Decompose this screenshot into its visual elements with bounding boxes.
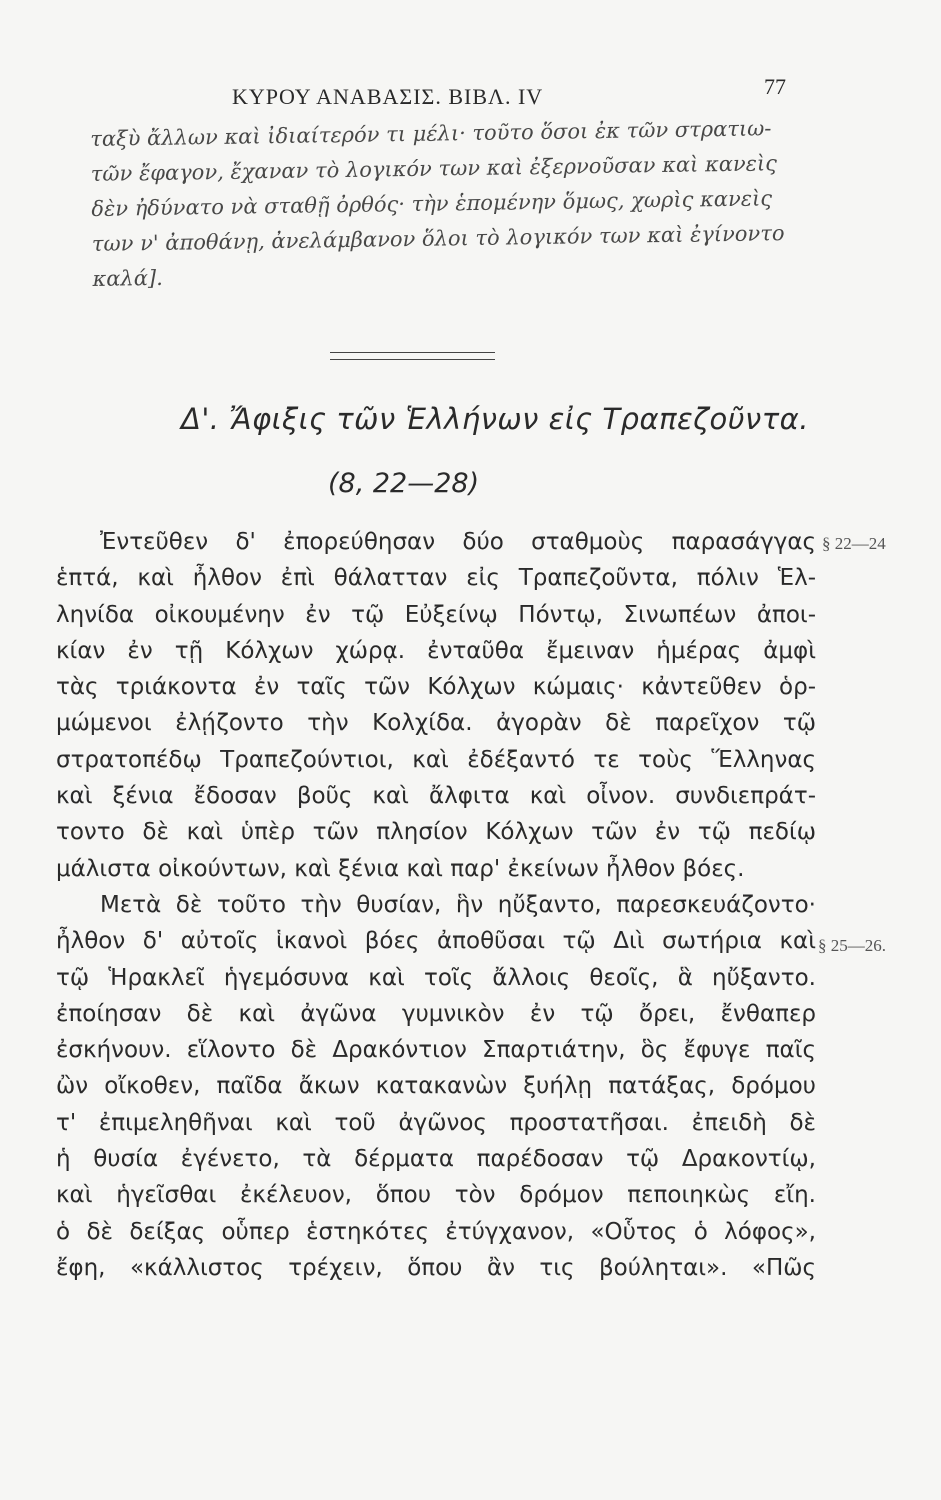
page-header (0, 74, 941, 114)
body-line: κίαν ἐν τῇ Κόλχων χώρᾳ. ἐνταῦθα ἔμειναν ἡμέρας ἀμφὶ (56, 637, 816, 664)
section-divider (330, 352, 495, 360)
intro-paragraph (90, 111, 823, 297)
margin-note-section-ref: § 25—26. (818, 936, 886, 955)
intro-line: δὲν ἠδύνατο νὰ σταθῇ ὀρθός· τὴν ἑπομένην ὅμως, χωρὶς κανεὶς (91, 186, 773, 221)
body-line: Ἐντεῦθεν δ' ἐπορεύθησαν δύο σταθμοὺς παρασάγγας (100, 529, 816, 555)
body-text (56, 524, 816, 1286)
intro-line: ταξὺ ἄλλων καὶ ἰδιαίτερόν τι μέλι· τοῦτο ὅσοι ἐκ τῶν στρατιω- (90, 116, 772, 151)
intro-line: των ν' ἀποθάνῃ, ἀνελάμβανον ὅλοι τὸ λογικόν των καὶ ἐγίνοντο (91, 221, 785, 256)
body-line: τοντο δὲ καὶ ὑπὲρ τῶν πλησίον Κόλχων τῶν ἐν τῷ πεδίῳ (56, 819, 816, 846)
page-number: 77 (764, 74, 786, 99)
body-line: καὶ ξένια ἔδοσαν βοῦς καὶ ἄλφιτα καὶ οἶνον. συνδιεπράτ- (56, 783, 816, 810)
intro-line: τῶν ἔφαγον, ἔχαναν τὸ λογικόν των καὶ ἐξερνοῦσαν καὶ κανεὶς (90, 151, 778, 186)
body-line: τὰς τριάκοντα ἐν ταῖς τῶν Κόλχων κώμαις· κἀντεῦθεν ὁρ- (56, 674, 816, 701)
body-line: ἡ θυσία ἐγένετο, τὰ δέρματα παρέδοσαν τῷ Δρακοντίῳ, (56, 1146, 816, 1173)
body-line: τῷ Ἡρακλεῖ ἡγεμόσυνα καὶ τοῖς ἄλλοις θεοῖς, ἃ ηὔξαντο. (56, 964, 816, 991)
body-line: καὶ ἡγεῖσθαι ἐκέλευον, ὅπου τὸν δρόμον πεποιηκὼς εἴη. (56, 1182, 816, 1209)
body-line: στρατοπέδῳ Τραπεζούντιοι, καὶ ἐδέξαντό τε τοὺς Ἕλληνας (56, 746, 816, 773)
section-heading: Δ'. Ἄφιξις τῶν Ἑλλήνων εἰς Τραπεζοῦντα. (181, 402, 809, 436)
section-reference: (8, 22—28) (328, 468, 480, 499)
margin-note-section-ref: § 22—24 (822, 534, 886, 553)
body-line: ὢν οἴκοθεν, παῖδα ἄκων κατακανὼν ξυήλῃ πατάξας, δρόμου (56, 1073, 816, 1100)
body-line: ἐποίησαν δὲ καὶ ἀγῶνα γυμνικὸν ἐν τῷ ὄρει, ἔνθαπερ (56, 1000, 816, 1027)
body-line: τ' ἐπιμεληθῆναι καὶ τοῦ ἀγῶνος προστατῆσαι. ἐπειδὴ δὲ (56, 1109, 816, 1136)
running-title: ΚΥΡΟΥ ΑΝΑΒΑΣΙΣ. ΒΙΒΛ. IV (232, 84, 544, 109)
body-line: ἐσκήνουν. εἵλοντο δὲ Δρακόντιον Σπαρτιάτην, ὃς ἔφυγε παῖς (56, 1037, 816, 1064)
body-line: ἔφη, «κάλλιστος τρέχειν, ὅπου ἂν τις βούληται». «Πῶς (56, 1254, 816, 1281)
body-line: μώμενοι ἐλῄζοντο τὴν Κολχίδα. ἀγορὰν δὲ παρεῖχον τῷ (56, 710, 816, 737)
body-line: μάλιστα οἰκούντων, καὶ ξένια καὶ παρ' ἐκείνων ἦλθον βόες. (56, 855, 745, 882)
intro-line: καλά]. (92, 265, 163, 291)
body-line: ὁ δὲ δείξας οὗπερ ἑστηκότες ἐτύγχανον, «Οὗτος ὁ λόφος», (56, 1218, 816, 1245)
body-line: Μετὰ δὲ τοῦτο τὴν θυσίαν, ἣν ηὔξαντο, παρεσκευάζοντο· (100, 891, 816, 918)
body-line: ἑπτά, καὶ ἦλθον ἐπὶ θάλατταν εἰς Τραπεζοῦντα, πόλιν Ἑλ- (56, 565, 816, 592)
body-line: ληνίδα οἰκουμένην ἐν τῷ Εὐξείνῳ Πόντῳ, Σινωπέων ἀποι- (56, 601, 816, 628)
body-line: ἦλθον δ' αὐτοῖς ἱκανοὶ βόες ἀποθῦσαι τῷ Διὶ σωτήρια καὶ (56, 928, 816, 955)
